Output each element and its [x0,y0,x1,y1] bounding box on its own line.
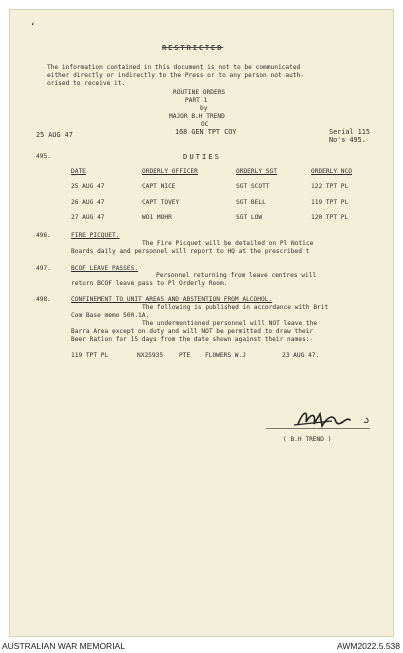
item-498-number: 498. [36,296,51,303]
item-497-title: BCOF LEAVE PASSES. [71,265,139,272]
duty-row-3-officer: WO1 MOHR [142,214,172,221]
notice-line-1: The information contained in this document is not to be communicated [47,64,301,71]
duty-row-3-nco: 120 TPT PL [311,214,349,221]
col-header-nco: ORDERLY NCO [311,168,352,175]
orders-officer: MAJOR B.H TREND [169,113,225,120]
orders-unit: 168 GEN TPT COY [175,128,237,136]
duties-number: 495. [36,153,51,160]
confinement-date: 23 AUG 47. [282,352,320,359]
classification-heading: RESTRICTED [162,43,224,52]
confinement-unit: 119 TPT PL [71,352,109,359]
duty-row-1-officer: CAPT NICE [142,183,176,190]
orders-role: OC [201,121,209,128]
item-498-line-3: The undermentioned personnel will NOT leave the [142,320,318,327]
item-496-number: 496. [36,232,51,239]
item-498-line-1: The following is published in accordance with Brit [142,304,329,311]
orders-part: PART 1 [185,97,208,104]
item-498-title: CONFINEMENT TO UNIT AREAS AND ABSTENTION FROM ALCOHOL. [71,296,273,303]
item-496-line-2: Boards daily and personnel will report to HQ at the prescribed t [71,248,310,255]
item-497-line-1: Personnel returning from leave centres will [156,272,317,279]
item-496-title: FIRE PICQUET. [71,232,120,239]
col-header-sgt: ORDERLY SGT [236,168,277,175]
duty-row-1-nco: 122 TPT PL [311,183,349,190]
document-date: 25 AUG 47 [36,131,73,139]
confinement-name: FLOWERS W.J [205,352,246,359]
handwritten-signature [292,408,372,434]
serial-nos: No's 495. [329,136,366,144]
footer-accession-number: AWM2022.5.538 [337,641,400,651]
item-498-line-2: Com Base memo 500.1A. [71,312,150,319]
duty-row-2-nco: 119 TPT PL [311,199,349,206]
handwritten-mark: ʻ [30,22,36,32]
item-496-line-1: The Fire Picquet will be detailed on Pl Notice [142,240,314,247]
orders-title: ROUTINE ORDERS [173,89,226,96]
item-497-line-2: return BCOF leave pass to Pl Orderly Room. [71,280,228,287]
duty-row-1-date: 25 AUG 47 [71,183,105,190]
duty-row-3-date: 27 AUG 47 [71,214,105,221]
duties-heading: DUTIES [183,152,221,161]
duty-row-2-sgt: SGT BELL [236,199,266,206]
notice-line-2: either directly or indirectly to the Press or to any person not auth- [47,72,305,79]
confinement-rank: PTE [179,352,191,359]
serial-label: Serial 115 [329,128,370,136]
duty-row-2-date: 26 AUG 47 [71,199,105,206]
notice-line-3: orised to receive it. [47,80,126,87]
item-498-line-4: Barra Area except on duty and will NOT be permitted to draw their [71,328,314,335]
col-header-officer: ORDERLY OFFICER [142,168,198,175]
col-header-date: DATE [71,168,86,175]
signature-rule [266,428,370,429]
signatory-name: ( B.H TREND ) [283,436,332,443]
confinement-number: NX25935 [137,352,164,359]
item-497-number: 497. [36,265,51,272]
duty-row-3-sgt: SGT LOW [236,214,263,221]
item-498-line-5: Beer Ration for 15 days from the date shown against their names:- [71,336,314,343]
orders-by: by [200,105,208,112]
duty-row-1-sgt: SGT SCOTT [236,183,270,190]
footer-institution: AUSTRALIAN WAR MEMORIAL [2,641,125,651]
duty-row-2-officer: CAPT TOVEY [142,199,180,206]
